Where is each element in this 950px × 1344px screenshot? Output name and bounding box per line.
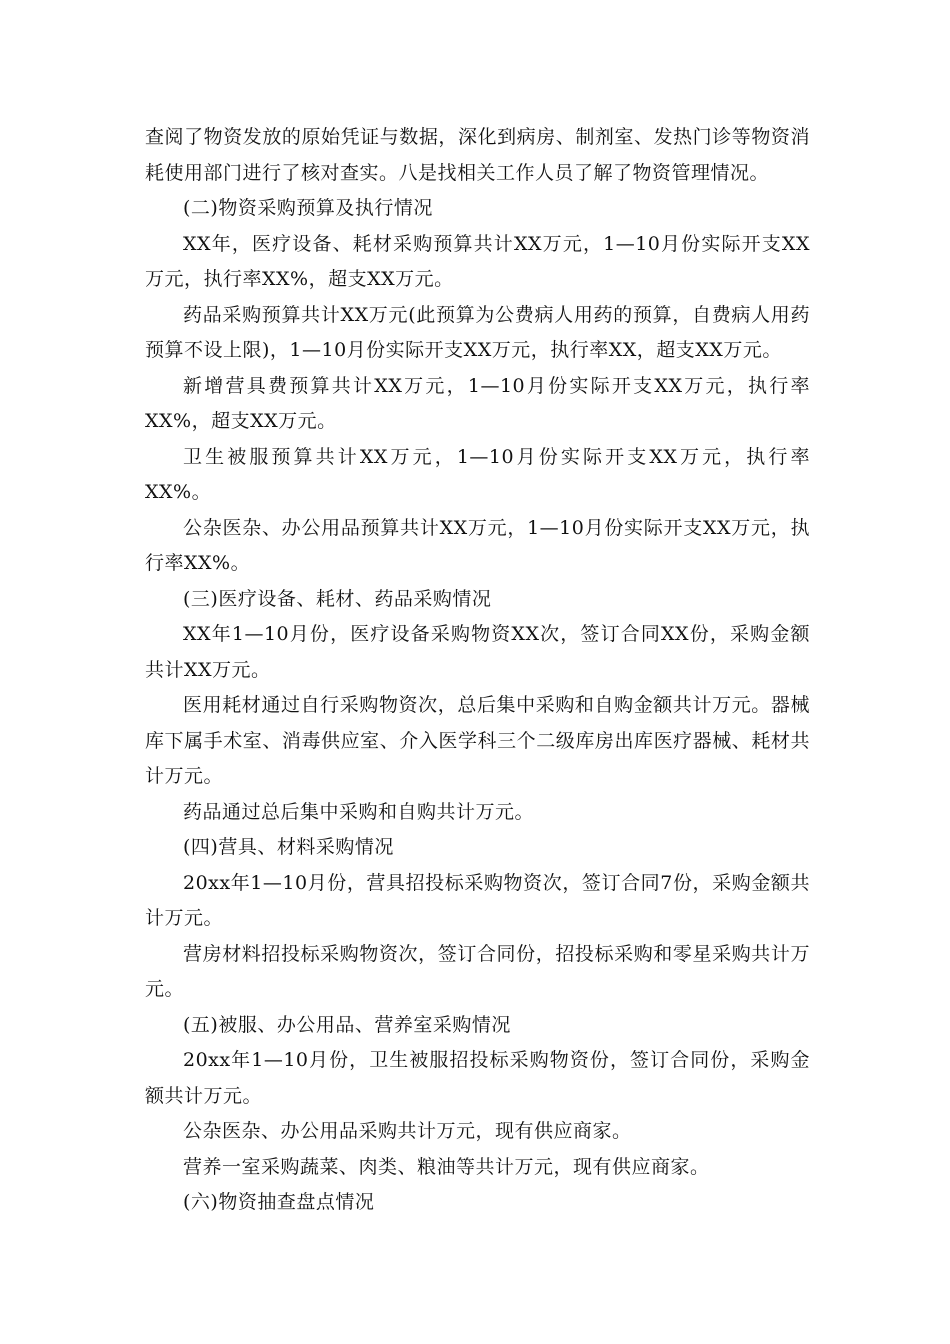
paragraph-continuation: 查阅了物资发放的原始凭证与数据，深化到病房、制剂室、发热门诊等物资消耗使用部门进行了核对查实。八是找相关工作人员了解了物资管理情况。 — [145, 126, 810, 184]
paragraph: 药品通过总后集中采购和自购共计万元。 — [183, 800, 535, 823]
paragraph: 新增营具费预算共计XX万元，1—10月份实际开支XX万元，执行率XX%，超支XX万元。 — [145, 374, 810, 432]
section-heading-5: (五)被服、办公用品、营养室采购情况 — [183, 1013, 511, 1036]
paragraph: XX年1—10月份，医疗设备采购物资XX次，签订合同XX份，采购金额共计XX万元。 — [145, 623, 810, 681]
paragraph: 公杂医杂、办公用品预算共计XX万元，1—10月份实际开支XX万元，执行率XX%。 — [145, 516, 810, 574]
section-heading-2: (二)物资采购预算及执行情况 — [183, 197, 433, 219]
paragraph: 营房材料招投标采购物资次，签订合同份，招投标采购和零星采购共计万元。 — [145, 942, 810, 1000]
paragraph: 20xx年1—10月份，营具招投标采购物资次，签订合同7份，采购金额共计万元。 — [145, 871, 810, 929]
section-heading-3: (三)医疗设备、耗材、药品采购情况 — [183, 587, 492, 610]
section-heading-6: (六)物资抽查盘点情况 — [183, 1191, 375, 1213]
paragraph: 营养一室采购蔬菜、肉类、粮油等共计万元，现有供应商家。 — [183, 1155, 710, 1178]
paragraph: 卫生被服预算共计XX万元，1—10月份实际开支XX万元，执行率XX%。 — [145, 445, 810, 503]
section-heading-4: (四)营具、材料采购情况 — [183, 836, 394, 858]
paragraph: 药品采购预算共计XX万元(此预算为公费病人用药的预算，自费病人用药预算不设上限)，1—10月份实际开支XX万元，执行率XX，超支XX万元。 — [145, 303, 810, 361]
document-body — [145, 120, 810, 1221]
paragraph: XX年，医疗设备、耗材采购预算共计XX万元，1—10月份实际开支XX万元，执行率XX%，超支XX万元。 — [145, 232, 810, 290]
paragraph: 20xx年1—10月份，卫生被服招投标采购物资份，签订合同份，采购金额共计万元。 — [145, 1049, 810, 1107]
paragraph: 公杂医杂、办公用品采购共计万元，现有供应商家。 — [183, 1120, 632, 1142]
paragraph: 医用耗材通过自行采购物资次，总后集中采购和自购金额共计万元。器械库下属手术室、消毒供应室、介入医学科三个二级库房出库医疗器械、耗材共计万元。 — [145, 694, 810, 787]
